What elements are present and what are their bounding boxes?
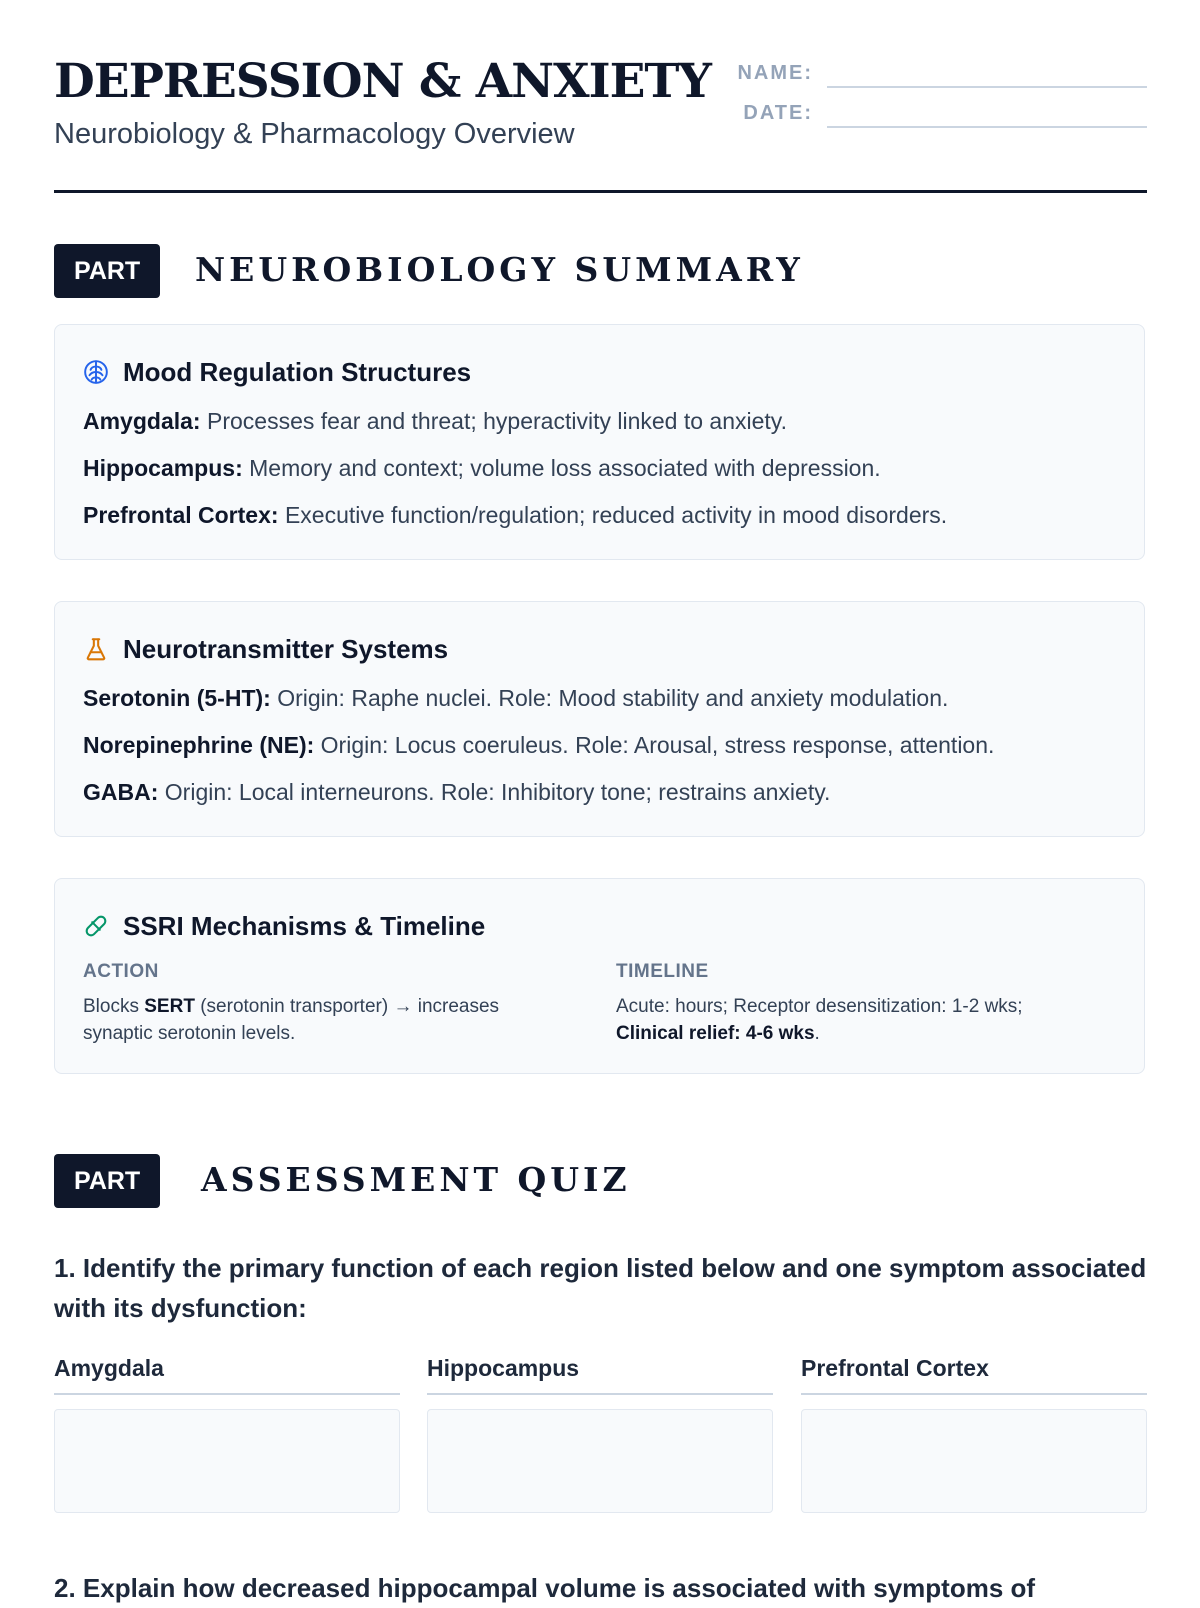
- text-bold: SERT: [144, 996, 195, 1017]
- answer-label: Amygdala: [54, 1355, 400, 1395]
- worksheet-header: [54, 0, 1147, 193]
- timeline-label: TIMELINE: [616, 961, 709, 982]
- text-bold: Clinical relief: 4-6 wks: [616, 1023, 815, 1044]
- action-column: [83, 961, 563, 1047]
- term: Hippocampus:: [83, 455, 243, 481]
- text-run: Blocks: [83, 996, 145, 1017]
- page-subtitle: Neurobiology & Pharmacology Overview: [54, 118, 575, 150]
- card-title: SSRI Mechanisms & Timeline: [123, 911, 486, 941]
- term: Prefrontal Cortex:: [83, 502, 279, 528]
- answer-prefrontal: [801, 1355, 1147, 1513]
- part1-badge: PART: [54, 244, 160, 298]
- norepinephrine-line: [83, 732, 994, 759]
- term: Amygdala:: [83, 408, 201, 434]
- hippocampus-line: [83, 455, 881, 482]
- action-label: ACTION: [83, 961, 159, 982]
- date-label: DATE:: [743, 102, 813, 124]
- term: Norepinephrine (NE):: [83, 732, 315, 758]
- answer-hippocampus: [427, 1355, 773, 1513]
- part1-title: NEUROBIOLOGY SUMMARY: [195, 250, 804, 289]
- definition: Origin: Raphe nuclei. Role: Mood stability and anxiety modulation.: [277, 685, 949, 711]
- text-run: Acute: hours; Receptor desensitization: 1-2 wks;: [616, 996, 1023, 1017]
- ssri-card: [54, 878, 1145, 1074]
- definition: Origin: Local interneurons. Role: Inhibitory tone; restrains anxiety.: [164, 779, 831, 805]
- text-run: (serotonin transporter) → increases synaptic serotonin levels.: [83, 996, 500, 1044]
- gaba-line: [83, 779, 830, 806]
- card-title: Mood Regulation Structures: [123, 357, 472, 387]
- question-1: 1. Identify the primary function of each region listed below and one symptom associated with its dysfunction:: [54, 1253, 1147, 1323]
- term: GABA:: [83, 779, 159, 805]
- answer-label: Prefrontal Cortex: [801, 1355, 1147, 1395]
- timeline-text: [616, 993, 1116, 1047]
- worksheet-page: [54, 0, 1147, 1603]
- answer-box[interactable]: [801, 1409, 1147, 1513]
- timeline-column: [616, 961, 1116, 1047]
- action-text: [83, 993, 563, 1047]
- date-input-line[interactable]: [827, 126, 1147, 128]
- text-run: .: [814, 1023, 820, 1044]
- page-title: DEPRESSION & ANXIETY: [54, 54, 711, 109]
- definition: Origin: Locus coeruleus. Role: Arousal, stress response, attention.: [320, 732, 995, 758]
- answer-box[interactable]: [427, 1409, 773, 1513]
- name-field: [737, 58, 1147, 88]
- part2-badge: PART 2: [54, 1154, 160, 1208]
- brain-icon: [83, 359, 109, 385]
- answer-box[interactable]: [54, 1409, 400, 1513]
- neurotransmitter-card: [54, 601, 1145, 837]
- definition: Executive function/regulation; reduced activity in mood disorders.: [284, 502, 948, 528]
- definition: Processes fear and threat; hyperactivity linked to anxiety.: [206, 408, 787, 434]
- prefrontal-line: [83, 502, 947, 529]
- mood-structures-card: [54, 324, 1145, 560]
- definition: Memory and context; volume loss associated with depression.: [249, 455, 881, 481]
- part2-title: ASSESSMENT QUIZ: [201, 1160, 631, 1199]
- answer-amygdala: [54, 1355, 400, 1513]
- name-label: NAME:: [737, 62, 813, 84]
- card-title: Neurotransmitter Systems: [123, 634, 449, 664]
- flask-icon: [83, 636, 109, 662]
- amygdala-line: [83, 408, 787, 435]
- name-input-line[interactable]: [827, 86, 1147, 88]
- pill-icon: [83, 913, 109, 939]
- serotonin-line: [83, 685, 948, 712]
- date-field: [742, 98, 1147, 128]
- question-2: 2. Explain how decreased hippocampal volume is associated with symptoms of: [54, 1573, 1036, 1603]
- term: Serotonin (5-HT):: [83, 685, 271, 711]
- answer-label: Hippocampus: [427, 1355, 773, 1395]
